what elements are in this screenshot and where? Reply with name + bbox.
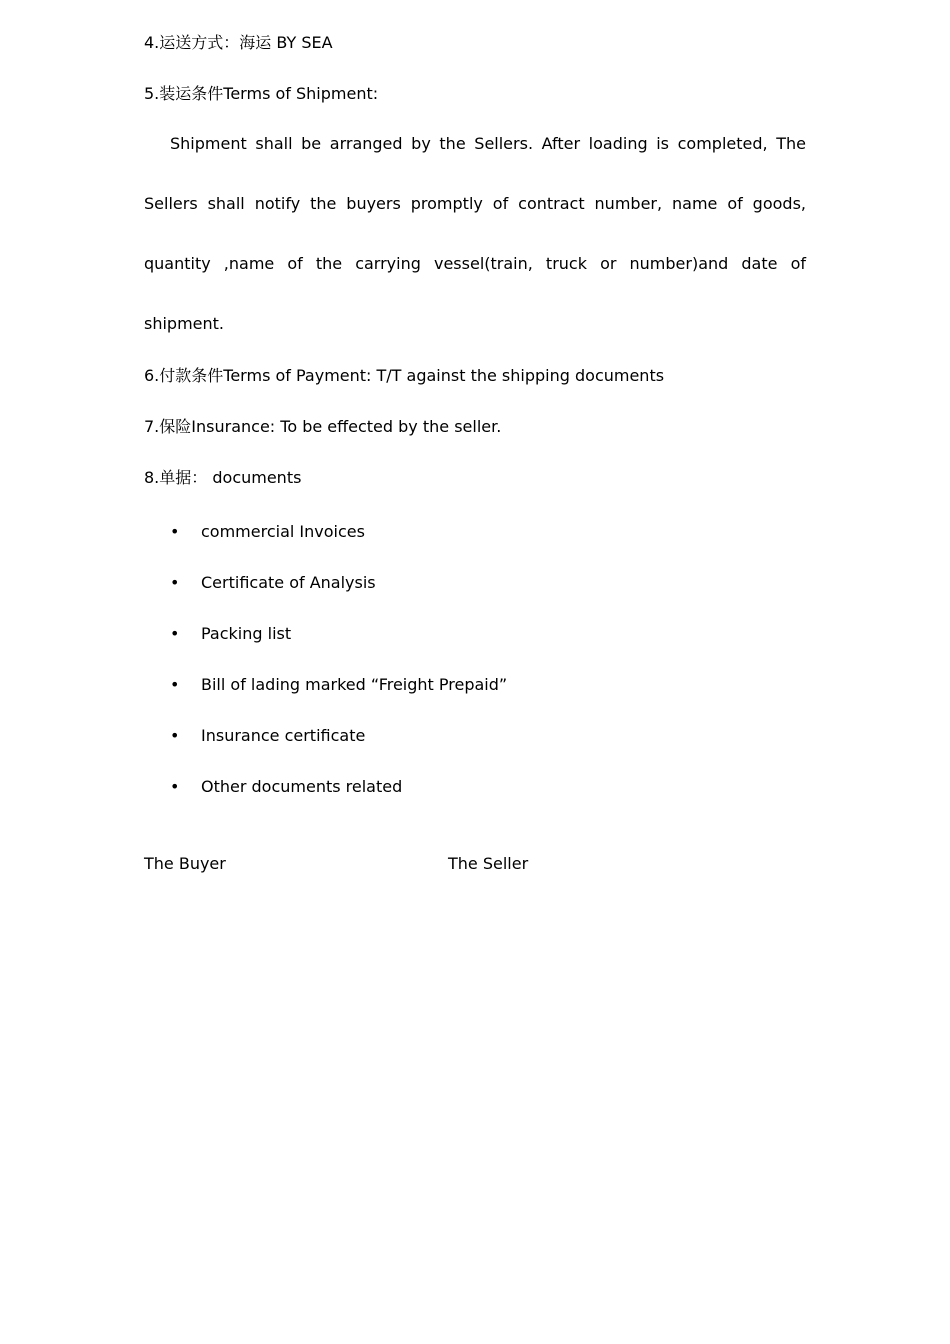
list-item [0, 726, 950, 777]
clause-label-en: Terms of Payment: T/T against the shipping documents [223, 366, 665, 385]
list-item-text: commercial Invoices [201, 522, 365, 541]
list-item [0, 624, 950, 675]
list-item-text: Insurance certificate [201, 726, 366, 745]
clause-shipment-heading [144, 84, 378, 104]
clause-number: 4. [144, 33, 160, 52]
paragraph-line: Sellers shall notify the buyers promptly of contract number, name of goods, [144, 194, 806, 213]
paragraph-line: shipment. [144, 314, 225, 333]
bullet-icon: • [170, 726, 180, 745]
clause-label-cn: 装运条件 [159, 84, 224, 103]
clause-number: 7. [144, 417, 160, 436]
shipment-paragraph [144, 134, 806, 334]
bullet-icon: • [170, 675, 180, 694]
list-item [0, 675, 950, 726]
clause-label-cn: 运送方式：海运 [159, 33, 272, 52]
clause-number: 5. [144, 84, 160, 103]
list-item [0, 522, 950, 573]
clause-label-cn: 付款条件 [159, 366, 224, 385]
list-item-text: Packing list [201, 624, 292, 643]
paragraph-line: quantity ,name of the carrying vessel(train, truck or number)and date of [144, 254, 806, 273]
bullet-icon: • [170, 624, 180, 643]
clause-label-en: documents [207, 468, 302, 487]
list-item-text: Bill of lading marked “Freight Prepaid” [201, 675, 508, 694]
clause-number: 8. [144, 468, 160, 487]
list-item-text: Certificate of Analysis [201, 573, 376, 592]
buyer-signature-label: The Buyer [144, 854, 226, 873]
paragraph-line: Shipment shall be arranged by the Sellers. After loading is completed, The [170, 134, 806, 153]
clause-number: 6. [144, 366, 160, 385]
clause-label-cn: 单据： [159, 468, 208, 487]
list-item [0, 777, 950, 828]
clause-label-cn: 保险 [159, 417, 192, 436]
clause-documents [144, 468, 301, 488]
list-item-text: Other documents related [201, 777, 403, 796]
seller-signature-label: The Seller [448, 854, 529, 873]
clause-insurance [144, 417, 501, 437]
clause-label-en: Insurance: To be effected by the seller. [191, 417, 502, 436]
list-item [0, 573, 950, 624]
bullet-icon: • [170, 573, 180, 592]
bullet-icon: • [170, 777, 180, 796]
bullet-icon: • [170, 522, 180, 541]
clause-label-en: BY SEA [271, 33, 333, 52]
documents-list [0, 522, 950, 828]
clause-label-en: Terms of Shipment: [223, 84, 379, 103]
clause-transport [144, 33, 333, 53]
clause-payment [144, 366, 664, 386]
